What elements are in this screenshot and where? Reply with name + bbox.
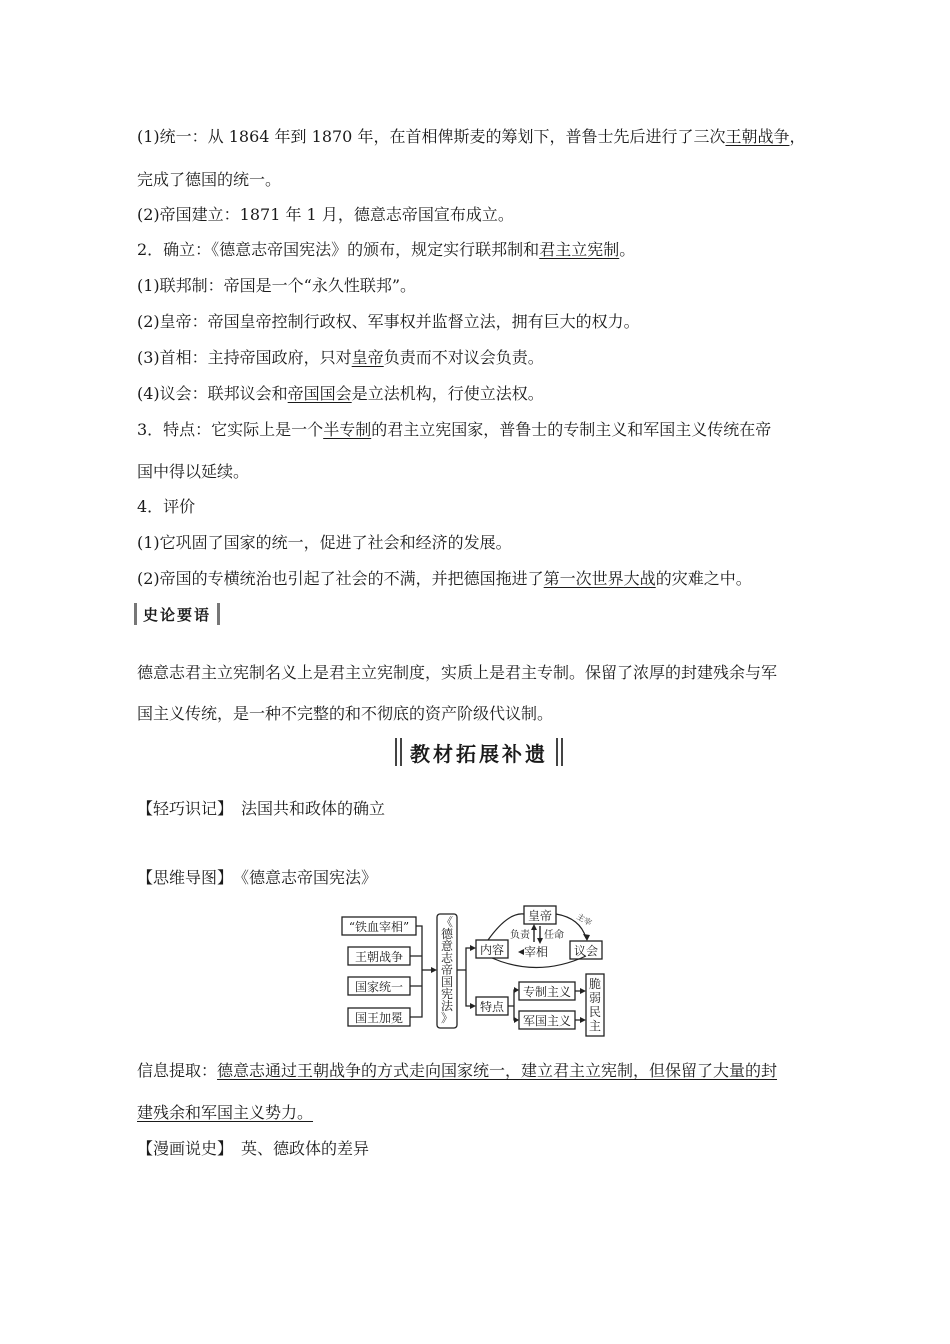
text-line: (1)统一：从 1864 年到 1870 年，在首相俾斯麦的筹划下，普鲁士先后进行了三次王朝战争， [137,127,806,146]
text-line: 国中得以延续。 [137,462,250,481]
svg-text:弱: 弱 [588,991,602,1005]
svg-text:国家统一: 国家统一 [354,980,404,994]
banner-title: 教材拓展补遗 [410,741,548,766]
text-line: (2)皇帝：帝国皇帝控制行政权、军事权并监督立法，拥有巨大的权力。 [137,312,640,331]
chancellor-label: 宰相 [524,945,549,959]
info-line: 建残余和军国主义势力。 [137,1103,314,1122]
svg-text:王朝战争: 王朝战争 [354,950,404,964]
left-box [348,1008,410,1026]
section-tag [134,602,220,626]
tip-label: 【思维导图】 [137,868,234,887]
tip-label: 【漫画说史】 [137,1139,234,1158]
svg-text:》: 》 [440,1011,454,1025]
svg-text:主: 主 [588,1019,602,1033]
svg-text:脆: 脆 [588,977,602,991]
left-box [342,917,416,935]
svg-text:民: 民 [588,1005,602,1019]
text-line: 4．评价 [137,497,196,516]
underlined-term: 王朝战争 [725,127,790,146]
appoint-label: 任命 [544,930,564,941]
svg-text:国王加冕: 国王加冕 [354,1011,404,1025]
tip-comic: 【漫画说史】 英、德政体的差异 [137,1139,370,1158]
section-banner [395,736,563,768]
center-title [441,915,454,1025]
svg-text:德: 德 [440,927,454,941]
svg-text:宪: 宪 [440,987,454,1001]
text-line: 2．确立：《德意志帝国宪法》的颁布，规定实行联邦制和君主立宪制。 [137,240,636,259]
emperor-label: 皇帝 [527,909,553,923]
underlined-term: 第一次世界大战 [543,569,656,588]
weak-democracy-label [589,977,601,1033]
svg-text:“铁血宰相”: “铁血宰相” [348,920,410,934]
feature-label: 特点 [479,1000,505,1014]
underlined-term: 皇帝 [351,348,384,367]
mind-map-diagram [338,900,608,1040]
underlined-term: 半专制 [323,420,372,439]
text-line: (2)帝国建立：1871 年 1 月，德意志帝国宣布成立。 [137,205,514,224]
tip-memory: 【轻巧识记】 法国共和政体的确立 [137,799,386,818]
parliament-label: 议会 [573,944,599,958]
text-line: 完成了德国的统一。 [137,170,282,189]
content-label: 内容 [479,943,505,957]
responsible-label: 负责 [510,930,530,941]
underlined-term: 君主立宪制 [539,240,620,259]
feature-item: 专制主义 [522,985,572,999]
section-tag-label: 史论要语 [143,605,212,624]
svg-text:志: 志 [440,951,454,965]
left-box [348,947,410,965]
summary-line: 国主义传统，是一种不完整的和不彻底的资产阶级代议制。 [137,704,554,723]
tip-mindmap: 【思维导图】 《德意志帝国宪法》 [137,868,378,887]
text-line: (1)联邦制：帝国是一个“永久性联邦”。 [137,276,417,295]
svg-text:国: 国 [440,975,454,989]
text-line: 3．特点：它实际上是一个半专制的君主立宪国家，普鲁士的专制主义和军国主义传统在帝 [137,420,772,439]
text-line: (4)议会：联邦议会和帝国国会是立法机构，行使立法权。 [137,384,544,403]
info-label: 信息提取： [137,1061,218,1080]
control-label: 主宰 [575,911,594,928]
tip-label: 【轻巧识记】 [137,799,234,818]
info-line: 信息提取：德意志通过王朝战争的方式走向国家统一，建立君主立宪制，但保留了大量的封 [137,1061,778,1080]
svg-text:法: 法 [440,999,454,1013]
left-box [348,977,410,995]
text-line: (1)它巩固了国家的统一，促进了社会和经济的发展。 [137,533,512,552]
text-line: (2)帝国的专横统治也引起了社会的不满，并把德国拖进了第一次世界大战的灾难之中。 [137,569,752,588]
svg-text:意: 意 [440,939,454,953]
svg-text:帝: 帝 [440,963,454,977]
feature-item: 军国主义 [522,1014,572,1028]
text-line: (3)首相：主持帝国政府，只对皇帝负责而不对议会负责。 [137,348,544,367]
underlined-term: 帝国国会 [287,384,352,403]
summary-line: 德意志君主立宪制名义上是君主立宪制度，实质上是君主专制。保留了浓厚的封建残余与军 [137,663,778,682]
svg-text:《: 《 [440,915,454,929]
